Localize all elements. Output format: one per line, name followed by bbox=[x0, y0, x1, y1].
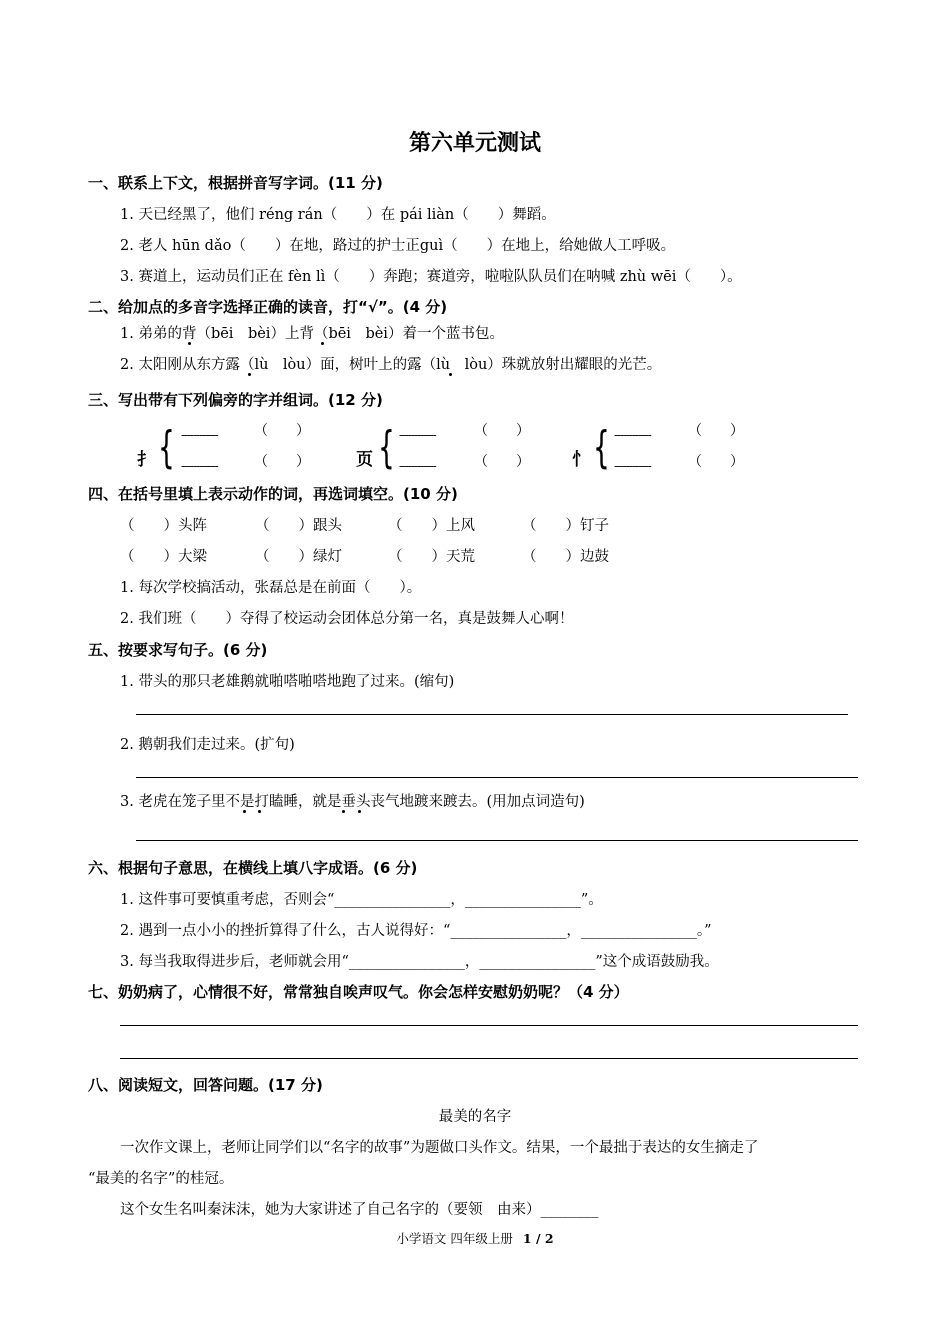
section-2-heading: 二、给加点的多音字选择正确的读音，打“√”。(4 分) bbox=[88, 298, 448, 316]
page-title: 第六单元测试 bbox=[408, 131, 541, 156]
answer-blank[interactable]: ------------ bbox=[399, 428, 436, 442]
section-3-heading: 三、写出带有下列偏旁的字并组词。(12 分) bbox=[88, 391, 383, 409]
phrase-item: （ ）头阵 bbox=[120, 518, 207, 534]
s6-question-1: 1. 这件事可要慎重考虑，否则会“________________，________________”。 bbox=[120, 892, 603, 908]
answer-paren[interactable]: （ ） bbox=[474, 423, 530, 439]
s5-question-2: 2. 鹅朝我们走过来。(扩句) bbox=[120, 737, 295, 753]
page-footer bbox=[0, 1229, 950, 1247]
s5-question-3: 3. 老虎在笼子里不是打瞌睡，就是垂头丧气地踱来踱去。(用加点词造句) bbox=[120, 794, 585, 810]
answer-paren[interactable]: （ ） bbox=[474, 454, 530, 470]
radical-1: 扌 bbox=[137, 450, 154, 470]
emphasis-dot bbox=[258, 810, 261, 813]
passage-paragraph-2: 这个女生名叫秦沫沫，她为大家讲述了自己名字的（要领 由来）________ bbox=[120, 1202, 599, 1218]
answer-line[interactable] bbox=[136, 840, 858, 841]
section-6-heading: 六、根据句子意思，在横线上填八字成语。(6 分) bbox=[88, 859, 418, 877]
emphasis-dot bbox=[188, 342, 191, 345]
answer-paren[interactable]: （ ） bbox=[254, 423, 310, 439]
answer-blank[interactable]: ------------ bbox=[399, 459, 436, 473]
s1-question-2: 2. 老人 hūn dǎo（ ）在地，路过的护士正guì（ ）在地上，给她做人工呼吸。 bbox=[120, 238, 676, 254]
footer-text: 小学语文 四年级上册 bbox=[396, 1231, 513, 1246]
brace-icon: { bbox=[158, 422, 175, 473]
answer-blank[interactable]: ------------ bbox=[181, 428, 218, 442]
answer-line[interactable] bbox=[120, 1058, 858, 1059]
s6-question-2: 2. 遇到一点小小的挫折算得了什么，古人说得好：“________________，________________。” bbox=[120, 923, 712, 939]
answer-line[interactable] bbox=[120, 1025, 858, 1026]
brace-icon: { bbox=[378, 422, 395, 473]
phrase-item: （ ）上风 bbox=[388, 518, 475, 534]
emphasis-dot bbox=[243, 810, 246, 813]
section-5-heading: 五、按要求写句子。(6 分) bbox=[88, 641, 268, 659]
page-number: 1 / 2 bbox=[522, 1231, 554, 1246]
answer-blank[interactable]: ------------ bbox=[181, 459, 218, 473]
section-4-heading: 四、在括号里填上表示动作的词，再选词填空。(10 分) bbox=[88, 485, 458, 503]
brace-icon: { bbox=[593, 422, 610, 473]
answer-paren[interactable]: （ ） bbox=[688, 454, 744, 470]
emphasis-dot bbox=[449, 373, 452, 376]
answer-blank[interactable]: ------------ bbox=[614, 459, 651, 473]
phrase-item: （ ）跟头 bbox=[255, 518, 342, 534]
answer-blank[interactable]: ------------ bbox=[614, 428, 651, 442]
answer-line[interactable] bbox=[136, 777, 858, 778]
emphasis-dot bbox=[358, 810, 361, 813]
phrase-item: （ ）绿灯 bbox=[255, 549, 342, 565]
answer-paren[interactable]: （ ） bbox=[688, 423, 744, 439]
section-7-heading: 七、奶奶病了，心情很不好，常常独自唉声叹气。你会怎样安慰奶奶呢？（4 分） bbox=[88, 983, 629, 1001]
s2-question-2: 2. 太阳刚从东方露（lù lòu）面，树叶上的露（lù lòu）珠就放射出耀眼的光芒。 bbox=[120, 357, 662, 373]
phrase-item: （ ）天荒 bbox=[388, 549, 475, 565]
phrase-item: （ ）大梁 bbox=[120, 549, 207, 565]
phrase-item: （ ）边鼓 bbox=[522, 549, 609, 565]
radical-3: 忄 bbox=[572, 450, 589, 470]
passage-title: 最美的名字 bbox=[438, 1109, 512, 1125]
s6-question-3: 3. 每当我取得进步后，老师就会用“________________，________________”这个成语鼓励我。 bbox=[120, 954, 719, 970]
passage-paragraph-1-cont: “最美的名字”的桂冠。 bbox=[88, 1171, 234, 1187]
answer-line[interactable] bbox=[136, 714, 848, 715]
section-8-heading: 八、阅读短文，回答问题。(17 分) bbox=[88, 1076, 323, 1094]
s4-question-2: 2. 我们班（ ）夺得了校运动会团体总分第一名，真是鼓舞人心啊！ bbox=[120, 611, 574, 627]
phrase-item: （ ）钉子 bbox=[522, 518, 609, 534]
passage-paragraph-1: 一次作文课上，老师让同学们以“名字的故事”为题做口头作文。结果，一个最拙于表达的女生摘走了 bbox=[120, 1140, 759, 1156]
s1-question-3: 3. 赛道上，运动员们正在 fèn lì（ ）奔跑；赛道旁，啦啦队队员们在呐喊 zhù wēi（ ）。 bbox=[120, 269, 742, 285]
section-1-heading: 一、联系上下文，根据拼音写字词。(11 分) bbox=[88, 174, 383, 192]
radical-2: 页 bbox=[356, 450, 373, 470]
emphasis-dot bbox=[321, 342, 324, 345]
s4-question-1: 1. 每次学校搞活动，张磊总是在前面（ ）。 bbox=[120, 580, 422, 596]
s1-question-1: 1. 天已经黑了，他们 réng rán（ ）在 pái liàn（ ）舞蹈。 bbox=[120, 207, 556, 223]
answer-paren[interactable]: （ ） bbox=[254, 454, 310, 470]
s2-question-1: 1. 弟弟的背（bēi bèi）上背（bēi bèi）着一个蓝书包。 bbox=[120, 326, 504, 342]
emphasis-dot bbox=[342, 810, 345, 813]
emphasis-dot bbox=[248, 373, 251, 376]
s5-question-1: 1. 带头的那只老雄鹅就啪嗒啪嗒地跑了过来。(缩句) bbox=[120, 674, 455, 690]
